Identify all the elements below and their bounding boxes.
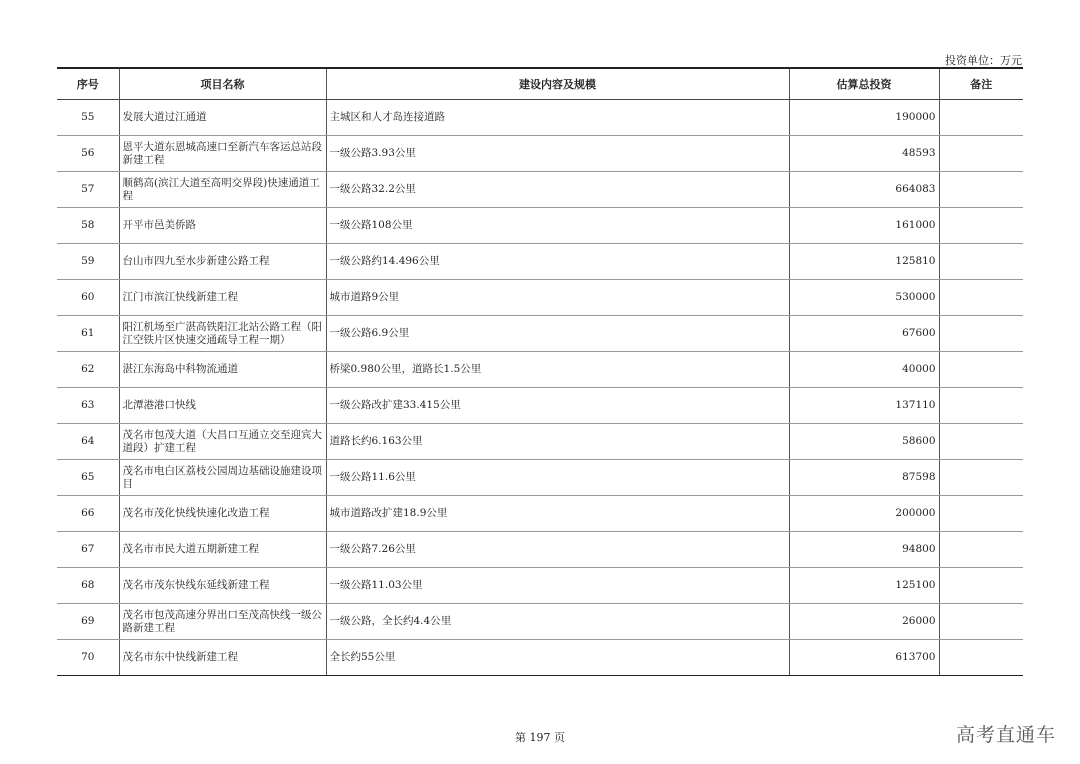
cell-investment: 58600 [789,424,939,460]
cell-project-name: 阳江机场至广湛高铁阳江北站公路工程（阳江空铁片区快速交通疏导工程一期） [119,316,326,352]
cell-no: 59 [57,244,119,280]
cell-no: 57 [57,172,119,208]
cell-content: 主城区和人才岛连接道路 [326,100,789,136]
table-row [57,424,1023,460]
cell-investment: 87598 [789,460,939,496]
cell-remark [939,424,1023,460]
cell-remark [939,388,1023,424]
cell-remark [939,568,1023,604]
cell-investment: 530000 [789,280,939,316]
cell-content: 桥梁0.980公里，道路长1.5公里 [326,352,789,388]
investment-unit-label: 投资单位：万元 [945,54,1022,67]
cell-content: 道路长约6.163公里 [326,424,789,460]
cell-remark [939,244,1023,280]
header-remark: 备注 [939,68,1023,100]
header-investment: 估算总投资 [789,68,939,100]
page-number: 第 197 页 [515,731,565,744]
cell-investment: 200000 [789,496,939,532]
cell-content: 城市道路改扩建18.9公里 [326,496,789,532]
cell-investment: 161000 [789,208,939,244]
cell-project-name: 发展大道过江通道 [119,100,326,136]
header-project-name: 项目名称 [119,68,326,100]
cell-no: 56 [57,136,119,172]
table-row [57,280,1023,316]
cell-remark [939,280,1023,316]
cell-investment: 137110 [789,388,939,424]
cell-no: 69 [57,604,119,640]
cell-no: 70 [57,640,119,676]
cell-investment: 125810 [789,244,939,280]
cell-project-name: 茂名市茂化快线快速化改造工程 [119,496,326,532]
cell-no: 62 [57,352,119,388]
cell-remark [939,640,1023,676]
cell-investment: 613700 [789,640,939,676]
cell-remark [939,604,1023,640]
table-row [57,316,1023,352]
cell-remark [939,136,1023,172]
cell-project-name: 开平市邑美侨路 [119,208,326,244]
cell-project-name: 茂名市茂东快线东延线新建工程 [119,568,326,604]
cell-content: 一级公路11.03公里 [326,568,789,604]
table-row [57,496,1023,532]
cell-remark [939,532,1023,568]
cell-content: 全长约55公里 [326,640,789,676]
cell-project-name: 台山市四九至水步新建公路工程 [119,244,326,280]
cell-no: 64 [57,424,119,460]
cell-no: 58 [57,208,119,244]
cell-no: 65 [57,460,119,496]
project-table [57,67,1023,676]
cell-project-name: 茂名市包茂高速分界出口至茂高快线一级公路新建工程 [119,604,326,640]
table-row [57,172,1023,208]
header-content: 建设内容及规模 [326,68,789,100]
cell-no: 67 [57,532,119,568]
cell-investment: 664083 [789,172,939,208]
table-row [57,388,1023,424]
cell-remark [939,460,1023,496]
cell-remark [939,316,1023,352]
cell-project-name: 茂名市电白区荔枝公园周边基础设施建设项目 [119,460,326,496]
cell-remark [939,172,1023,208]
table-row [57,640,1023,676]
cell-project-name: 江门市滨江快线新建工程 [119,280,326,316]
cell-project-name: 湛江东海岛中科物流通道 [119,352,326,388]
cell-no: 60 [57,280,119,316]
cell-project-name: 顺鹤高(滨江大道至高明交界段)快速通道工程 [119,172,326,208]
table-row [57,460,1023,496]
cell-investment: 67600 [789,316,939,352]
table-row [57,136,1023,172]
cell-remark [939,208,1023,244]
table-row [57,100,1023,136]
header-no: 序号 [57,68,119,100]
cell-remark [939,100,1023,136]
cell-project-name: 北潭港港口快线 [119,388,326,424]
cell-remark [939,352,1023,388]
cell-no: 55 [57,100,119,136]
cell-content: 一级公路，全长约4.4公里 [326,604,789,640]
table-row [57,352,1023,388]
table-row [57,568,1023,604]
cell-no: 68 [57,568,119,604]
table-row [57,604,1023,640]
cell-project-name: 茂名市包茂大道（大昌口互通立交至迎宾大道段）扩建工程 [119,424,326,460]
table-row [57,244,1023,280]
cell-content: 一级公路11.6公里 [326,460,789,496]
cell-content: 一级公路108公里 [326,208,789,244]
cell-project-name: 茂名市市民大道五期新建工程 [119,532,326,568]
table-header-row [57,68,1023,100]
watermark: 高考直通车 [955,724,1056,746]
cell-content: 一级公路7.26公里 [326,532,789,568]
cell-project-name: 茂名市东中快线新建工程 [119,640,326,676]
cell-investment: 190000 [789,100,939,136]
table-row [57,208,1023,244]
cell-investment: 48593 [789,136,939,172]
cell-investment: 125100 [789,568,939,604]
cell-content: 一级公路约14.496公里 [326,244,789,280]
cell-investment: 26000 [789,604,939,640]
cell-no: 61 [57,316,119,352]
cell-content: 一级公路32.2公里 [326,172,789,208]
cell-content: 一级公路3.93公里 [326,136,789,172]
cell-content: 一级公路改扩建33.415公里 [326,388,789,424]
cell-project-name: 恩平大道东恩城高速口至新汽车客运总站段新建工程 [119,136,326,172]
cell-content: 一级公路6.9公里 [326,316,789,352]
cell-investment: 40000 [789,352,939,388]
cell-content: 城市道路9公里 [326,280,789,316]
table-row [57,532,1023,568]
cell-no: 63 [57,388,119,424]
cell-investment: 94800 [789,532,939,568]
cell-no: 66 [57,496,119,532]
cell-remark [939,496,1023,532]
